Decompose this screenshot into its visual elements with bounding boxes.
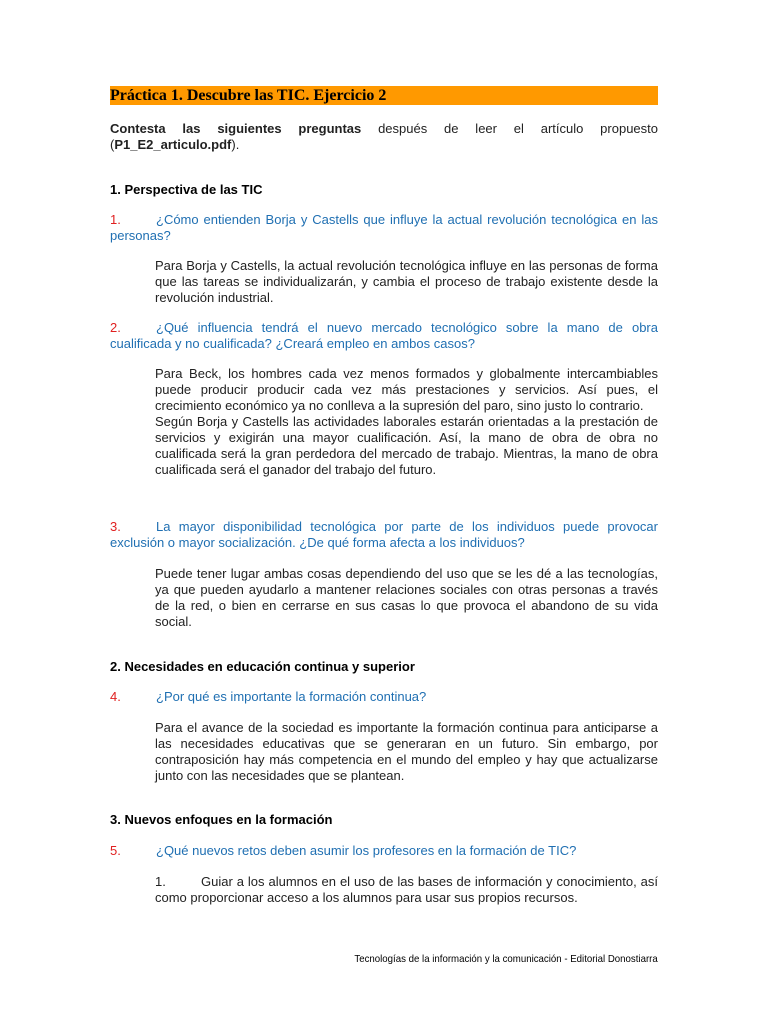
intro-file-name: P1_E2_articulo.pdf [114,137,232,152]
answer [155,566,658,630]
answer [155,258,658,306]
question-number: 1. [110,212,121,227]
question [110,843,658,859]
answer-paragraph: Para Beck, los hombres cada vez menos formados y globalmente intercambiables puede producir producir cada vez más prestaciones y servicios. Así pues, el crecimiento económico ya no conlleva a la supresión del paro, sino justo lo contrario. [155,366,658,413]
question-number: 3. [110,519,121,534]
intro-paragraph [110,121,658,153]
question [110,320,658,352]
question-text: ¿Qué nuevos retos deben asumir los profesores en la formación de TIC? [156,843,577,858]
answer [155,720,658,784]
answer-paragraph: Según Borja y Castells las actividades laborales estarán orientadas a la prestación de servicios y exigirán una mayor cualificación. Así, la mano de obra de obra no cualificada será la gran perdedora del mercado de trabajo. Mientras, la mano de obra cualificada será el ganador del trabajo del futuro. [155,414,658,477]
intro-text: después de leer el artículo propuesto ( [110,121,658,152]
question-text: ¿Cómo entienden Borja y Castells que influye la actual revolución tecnológica en las personas? [110,212,658,243]
intro-lead: Contesta las siguientes preguntas [110,121,362,136]
question-text: ¿Qué influencia tendrá el nuevo mercado tecnológico sobre la mano de obra cualificada y no cualificada? ¿Creará empleo en ambos casos? [110,320,658,351]
section-heading: 2. Necesidades en educación continua y superior [110,659,415,674]
answer-paragraph: Para el avance de la sociedad es importante la formación continua para anticiparse a las necesidades educativas que se generaran en un futuro. Sin embargo, por contraposición hay más competencia en el mundo del empleo y hay que actualizarse junto con las necesidades que se plantean. [155,720,658,783]
section-heading: 1. Perspectiva de las TIC [110,182,263,197]
answer-paragraph: Puede tener lugar ambas cosas dependiendo del uso que se les dé a las tecnologías, ya que pueden ayudarlo a mantener relaciones sociales con otras personas a través de la red, o bien en cerrarse en sus casas lo que provoca el abandono de su vida social. [155,566,658,629]
question-text: La mayor disponibilidad tecnológica por parte de los individuos puede provocar exclusión o mayor socialización. ¿De qué forma afecta a los individuos? [110,519,658,550]
answer-item-text: Guiar a los alumnos en el uso de las bases de información y conocimiento, así como proporcionar acceso a los alumnos para usar sus propios recursos. [155,874,658,905]
question [110,212,658,244]
answer [155,366,658,478]
question-number: 5. [110,843,121,858]
intro-text-end: ). [231,137,240,152]
page-footer: Tecnologías de la información y la comunicación - Editorial Donostiarra [354,953,658,965]
question [110,519,658,551]
question-number: 2. [110,320,121,335]
question [110,689,658,705]
page-title: Práctica 1. Descubre las TIC. Ejercicio 2 [110,87,387,104]
answer-item-number: 1. [155,874,166,889]
question-number: 4. [110,689,121,704]
answer-paragraph [155,874,658,906]
question-text: ¿Por qué es importante la formación continua? [156,689,427,704]
answer-paragraph: Para Borja y Castells, la actual revolución tecnológica influye en las personas de forma que las tareas se individualizarán, y cambia el proceso de trabajo existente desde la revolución industrial. [155,258,658,305]
section-heading: 3. Nuevos enfoques en la formación [110,812,333,827]
answer [155,874,658,906]
